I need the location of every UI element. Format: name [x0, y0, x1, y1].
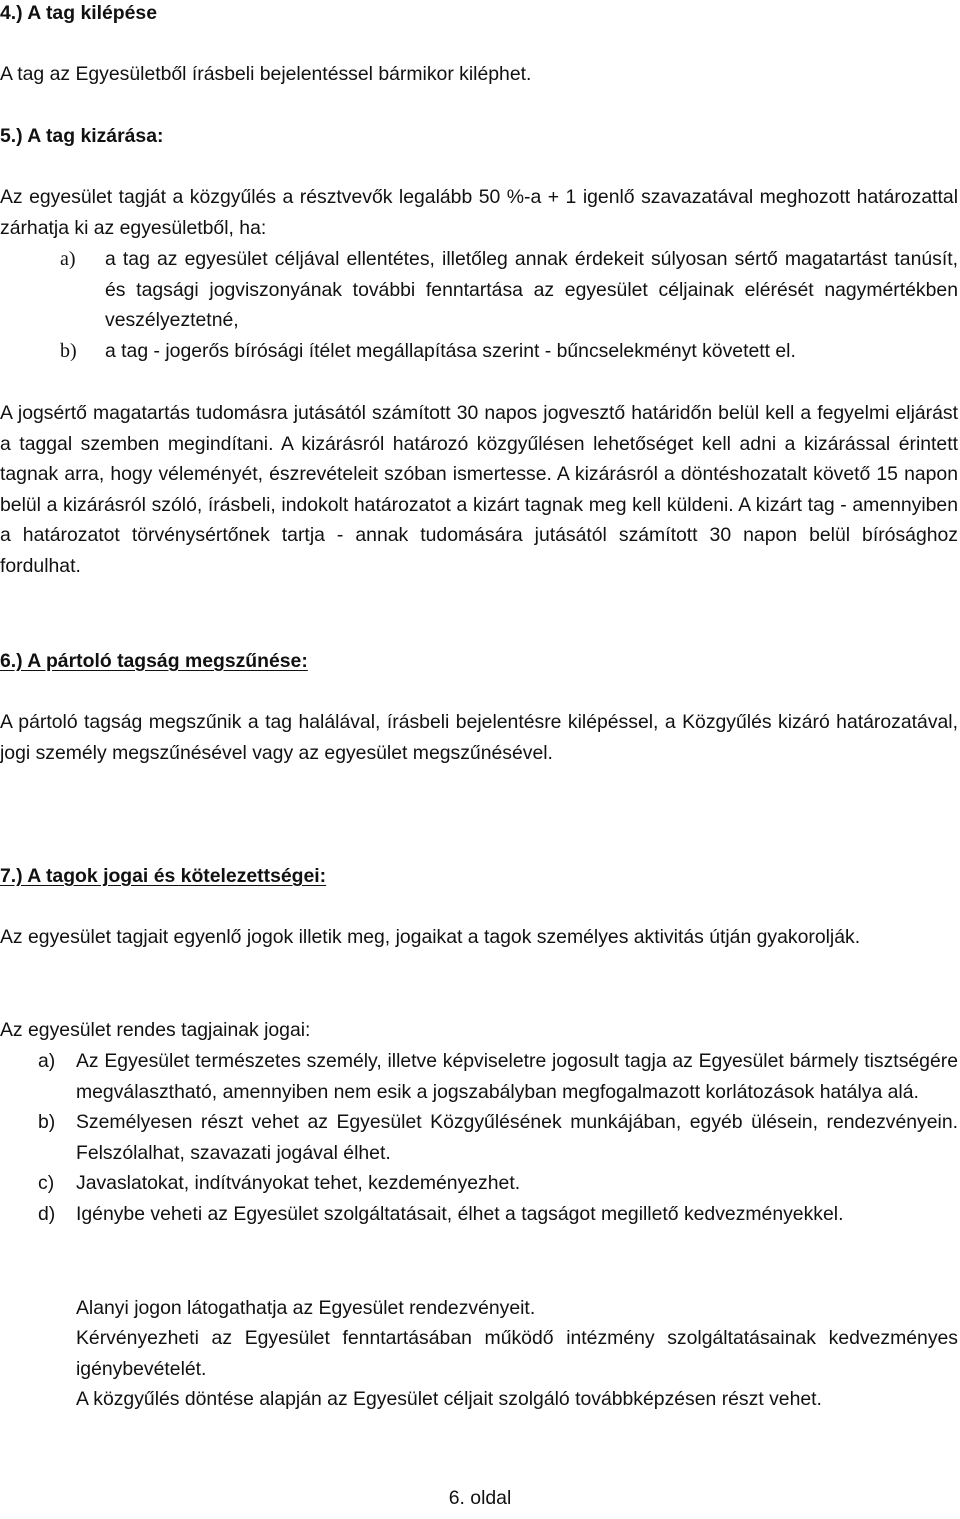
list-item-text: a tag az egyesület céljával ellentétes, illetőleg annak érdekeit súlyosan sértő magatartást tanúsít, és tagsági jogviszonyának további fenntartása az egyesület céljainak elérését nagymértékben veszélyeztetné,	[105, 248, 958, 331]
list-item-text: Igénybe veheti az Egyesület szolgáltatásait, élhet a tagságot megillető kedvezményekkel.	[76, 1202, 844, 1225]
section-5-intro: Az egyesület tagját a közgyűlés a résztvevők legalább 50 %-a + 1 igenlő szavazatával meghozott határozattal zárhatja ki az egyesületből, ha:	[0, 186, 958, 239]
list-marker: b)	[38, 1111, 56, 1133]
list-item	[60, 336, 958, 367]
list-item-text: Személyesen részt vehet az Egyesület Közgyűlésének munkájában, egyéb ülésein, rendezvényein. Felszólalhat, szavazati jogával élhet.	[76, 1111, 958, 1164]
section-6-text: A pártoló tagság megszűnik a tag halálával, írásbeli bejelentésre kilépéssel, a Közgyűlés kizáró határozatával, jogi személy megszűnésével vagy az egyesület megszűnésével.	[0, 711, 958, 764]
section-6-title-text: 6.) A pártoló tagság megszűnése:	[0, 650, 308, 672]
section-5-paragraph: A jogsértő magatartás tudomásra jutásától számított 30 napos jogvesztő határidőn belül kell a fegyelmi eljárást a taggal szemben megindítani. A kizárásról határozó közgyűlésen lehetőséget kell adni a kizárással érintett tagnak arra, hogy véleményét, észrevételeit szóban ismertesse. A kizárásról a döntéshozatalt követő 15 napon belül a kizárásról szóló, írásbeli, indokolt határozatot a kizárt tagnak meg kell küldeni. A kizárt tag - amennyiben a határozatot törvénysértőnek tartja - annak tudomására jutásától számított 30 napon belül bírósághoz fordulhat.	[0, 402, 958, 577]
list-item	[38, 1199, 958, 1230]
list-item	[38, 1168, 958, 1199]
list-marker: a)	[38, 1050, 56, 1072]
section-7-title-text: 7.) A tagok jogai és kötelezettségei:	[0, 865, 327, 887]
list-item-text: a tag - jogerős bírósági ítélet megállapítása szerint - bűncselekményt követett el.	[105, 339, 796, 362]
section-5-list	[60, 244, 958, 366]
list-marker: d)	[38, 1202, 56, 1225]
page-number: 6. oldal	[448, 1487, 512, 1509]
list-marker: a)	[60, 248, 76, 270]
list-marker: b)	[60, 339, 77, 362]
section-7-intro: Az egyesület tagjait egyenlő jogok illetik meg, jogaikat a tagok személyes aktivitás útján gyakorolják.	[0, 926, 861, 948]
section-7-rights-title: Az egyesület rendes tagjainak jogai:	[0, 1019, 311, 1041]
section-4-title: 4.) A tag kilépése	[0, 2, 157, 24]
list-item-text: Javaslatokat, indítványokat tehet, kezdeményezhet.	[76, 1172, 521, 1194]
rights-list	[38, 1046, 958, 1229]
section-4-text: A tag az Egyesületből írásbeli bejelentéssel bármikor kiléphet.	[0, 63, 532, 85]
list-item	[60, 244, 958, 336]
section-7-title	[0, 861, 958, 892]
list-marker: c)	[38, 1172, 55, 1194]
rights-extra-1: Alanyi jogon látogathatja az Egyesület rendezvényeit.	[76, 1297, 536, 1319]
list-item	[38, 1046, 958, 1107]
section-6-title	[0, 646, 958, 677]
section-5-title: 5.) A tag kizárása:	[0, 125, 164, 147]
list-item	[38, 1107, 958, 1168]
rights-extra-3: A közgyűlés döntése alapján az Egyesület céljait szolgáló továbbképzésen részt vehet.	[76, 1388, 822, 1410]
rights-extra-2: Kérvényezheti az Egyesület fenntartásában működő intézmény szolgáltatásainak kedvezményes igénybevételét.	[76, 1327, 958, 1380]
list-item-text: Az Egyesület természetes személy, illetve képviseletre jogosult tagja az Egyesület bármely tisztségére megválasztható, amennyiben nem esik a jogszabályban megfogalmazott korlátozások hatálya alá.	[76, 1050, 958, 1103]
